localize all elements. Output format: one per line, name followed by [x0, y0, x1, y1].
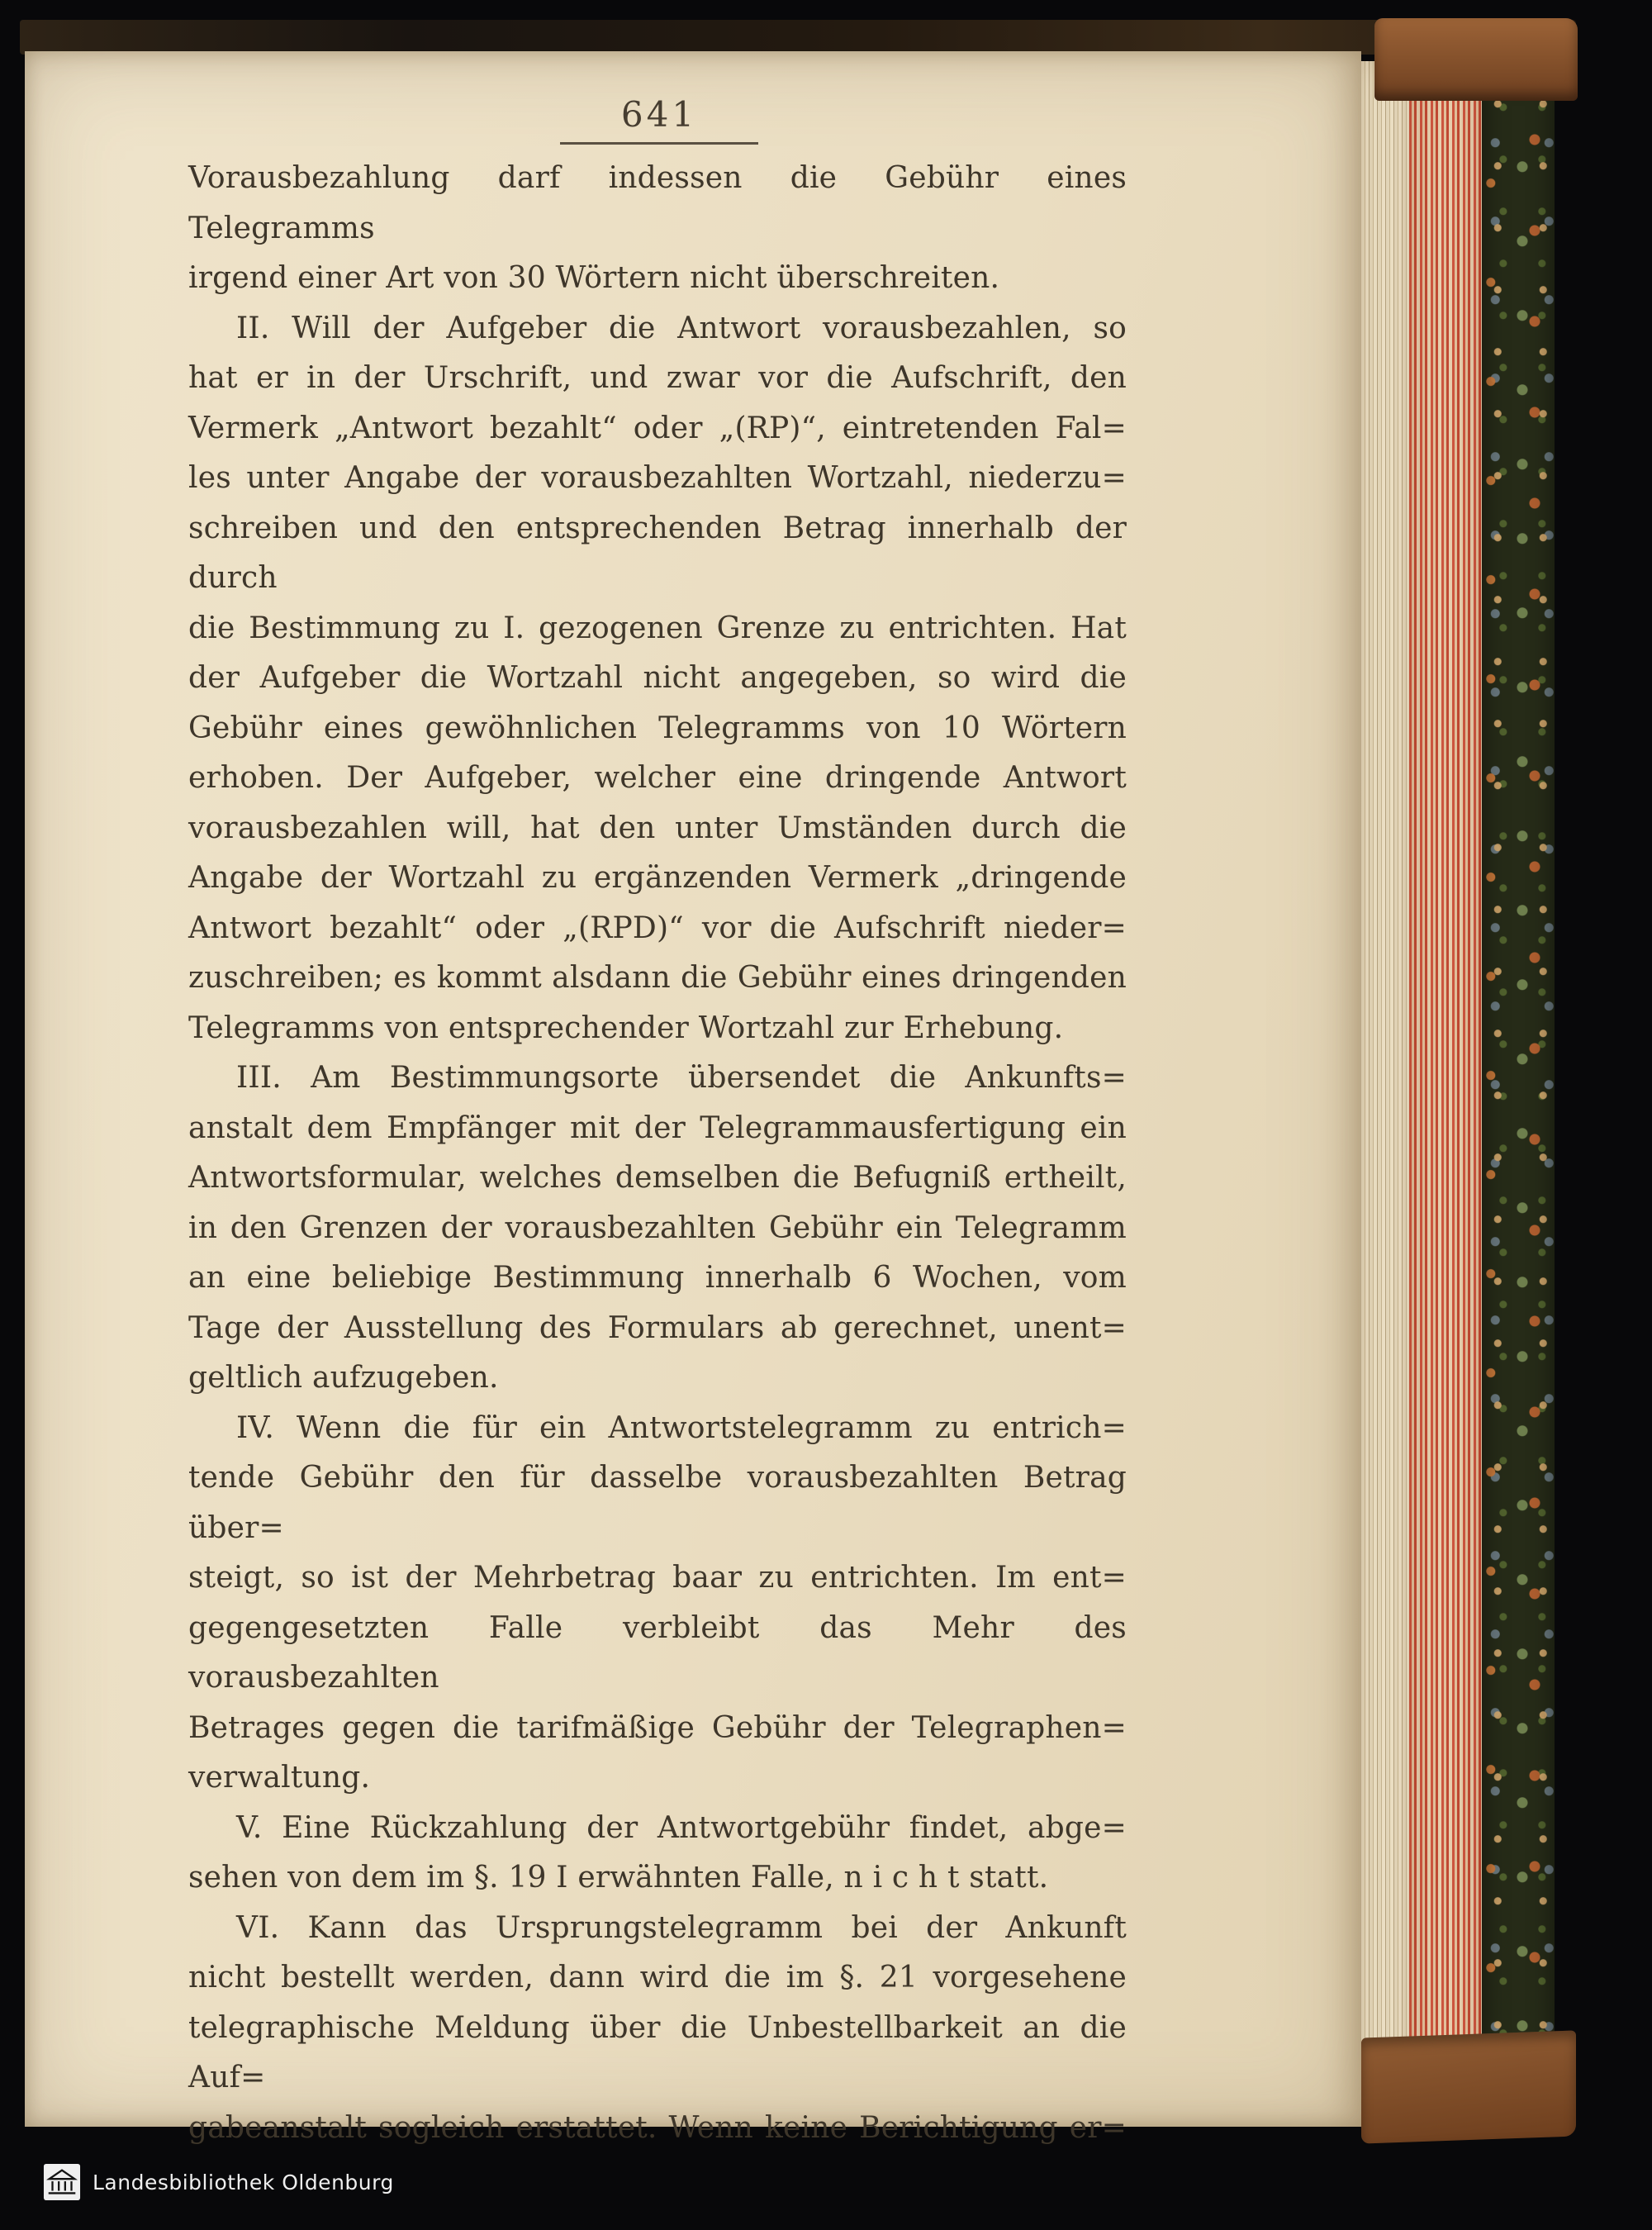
- page-number-rule: [560, 142, 758, 145]
- book-board-top-edge: [20, 20, 1576, 55]
- text-line: sehen von dem im §. 19 I erwähnten Falle, n i c h t statt.: [188, 1861, 1049, 1895]
- text-line: IV. Wenn die für ein Antwortstelegramm zu entrich=: [236, 1410, 1127, 1445]
- text-line: in den Grenzen der vorausbezahlten Gebühr ein Telegramm: [188, 1210, 1127, 1245]
- building-columns-icon: [43, 2163, 81, 2201]
- text-line: Telegramms von entsprechender Wortzahl zur Erhebung.: [188, 1010, 1064, 1045]
- text-line: VI. Kann das Ursprungstelegramm bei der Ankunft: [236, 1910, 1127, 1945]
- text-line: gegengesetzten Falle verbleibt das Mehr des vorausbezahlten: [188, 1610, 1127, 1695]
- text-block: [188, 154, 1127, 2153]
- text-line: V. Eine Rückzahlung der Antwortgebühr findet, abge=: [236, 1810, 1127, 1845]
- fore-edge-red-stain: [1409, 69, 1482, 2087]
- text-line: anstalt dem Empfänger mit der Telegrammausfertigung ein: [188, 1110, 1127, 1145]
- fore-edge-page-stack: [1361, 61, 1409, 2095]
- paragraph: [188, 1053, 1127, 1404]
- marbled-endpaper-edge: [1482, 76, 1555, 2079]
- page-number: 641: [620, 94, 698, 135]
- text-line: verwaltung.: [188, 1761, 371, 1795]
- text-line: gabeanstalt sogleich erstattet. Wenn keine Berichtigung er=: [188, 2110, 1127, 2145]
- text-line: vorausbezahlen will, hat den unter Umständen durch die: [188, 811, 1127, 845]
- text-line: der Aufgeber die Wortzahl nicht angegeben, so wird die: [188, 661, 1127, 695]
- text-line: telegraphische Meldung über die Unbestellbarkeit an die Auf=: [188, 2010, 1127, 2094]
- text-line: steigt, so ist der Mehrbetrag baar zu entrichten. Im ent=: [188, 1561, 1127, 1595]
- text-line: Vermerk „Antwort bezahlt“ oder „(RP)“, eintretenden Fal=: [188, 411, 1127, 445]
- text-line: II. Will der Aufgeber die Antwort vorausbezahlen, so: [236, 311, 1127, 345]
- leather-cover-bottom-corner: [1361, 2030, 1576, 2143]
- paragraph: [188, 154, 1127, 304]
- text-line: Betrages gegen die tarifmäßige Gebühr der Telegraphen=: [188, 1710, 1127, 1745]
- text-line: Tage der Ausstellung des Formulars ab gerechnet, unent=: [188, 1310, 1127, 1345]
- text-line: Gebühr eines gewöhnlichen Telegramms von 10 Wörtern: [188, 711, 1127, 745]
- paragraph: [188, 1804, 1127, 1904]
- text-line: die Bestimmung zu I. gezogenen Grenze zu entrichten. Hat: [188, 611, 1127, 645]
- paragraph: [188, 1404, 1127, 1804]
- text-line: Vorausbezahlung darf indessen die Gebühr eines Telegramms: [188, 161, 1127, 245]
- book-page: [25, 51, 1361, 2145]
- text-line: zuschreiben; es kommt alsdann die Gebühr eines dringenden: [188, 961, 1127, 995]
- text-line: an eine beliebige Bestimmung innerhalb 6 Wochen, vom: [188, 1261, 1127, 1295]
- library-watermark: [43, 2163, 394, 2201]
- text-line: nicht bestellt werden, dann wird die im §. 21 vorgesehene: [188, 1961, 1127, 1995]
- text-line: schreiben und den entsprechenden Betrag innerhalb der durch: [188, 511, 1127, 595]
- paragraph: [188, 1904, 1127, 2154]
- leather-cover-top-corner: [1374, 18, 1578, 101]
- text-line: tende Gebühr den für dasselbe vorausbezahlten Betrag über=: [188, 1461, 1127, 1545]
- text-line: III. Am Bestimmungsorte übersendet die Ankunfts=: [236, 1061, 1127, 1095]
- page-header: [560, 94, 758, 145]
- library-name: Landesbibliothek Oldenburg: [93, 2170, 394, 2194]
- text-line: Angabe der Wortzahl zu ergänzenden Vermerk „dringende: [188, 861, 1127, 895]
- text-line: Antwort bezahlt“ oder „(RPD)“ vor die Aufschrift nieder=: [188, 911, 1127, 945]
- text-line: Antwortsformular, welches demselben die Befugniß ertheilt,: [188, 1161, 1127, 1195]
- text-line: irgend einer Art von 30 Wörtern nicht überschreiten.: [188, 261, 1000, 295]
- text-line: geltlich aufzugeben.: [188, 1361, 499, 1395]
- text-line: hat er in der Urschrift, und zwar vor die Aufschrift, den: [188, 361, 1127, 395]
- text-line: les unter Angabe der vorausbezahlten Wortzahl, niederzu=: [188, 461, 1127, 495]
- paragraph: [188, 304, 1127, 1054]
- text-line: erhoben. Der Aufgeber, welcher eine dringende Antwort: [188, 761, 1127, 795]
